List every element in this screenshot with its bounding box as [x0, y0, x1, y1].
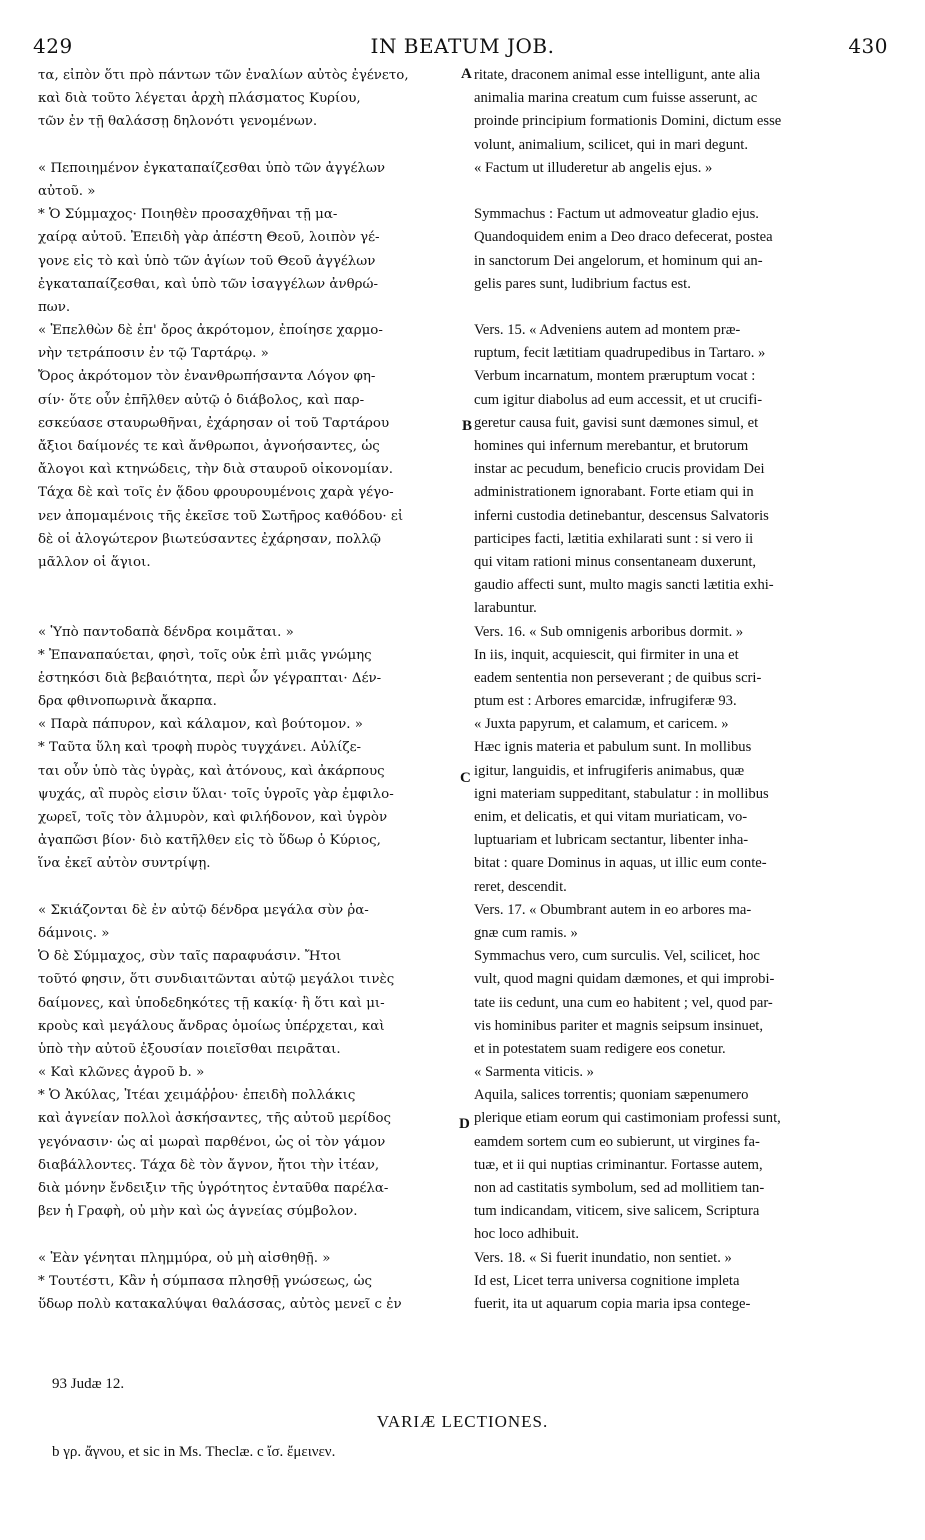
- greek-line: [38, 134, 463, 157]
- greek-line: « Πεποιημένον ἐγκαταπαίζεσθαι ὑπὸ τῶν ἀγγέλων: [38, 160, 386, 176]
- latin-line: [474, 296, 892, 319]
- greek-line: [38, 574, 463, 597]
- greek-text-column: [38, 64, 463, 1316]
- greek-line: Τάχα δὲ καὶ τοῖς ἐν ᾅδου φρουρουμένοις χαρὰ γέγο-: [38, 485, 394, 501]
- greek-line: ται οὖν ὑπὸ τὰς ὑγρὰς, καὶ ἀτόνους, καὶ ἀκάρπους: [38, 763, 385, 779]
- latin-line: Verbum incarnatum, montem præruptum vocat :: [474, 368, 756, 385]
- greek-line: νὴν τετράποσιν ἐν τῷ Ταρτάρῳ. »: [38, 346, 269, 362]
- latin-line: luptuariam et lubricam sectantur, libenter inha-: [474, 832, 749, 849]
- latin-line: inferni custodia detinebantur, descensus Salvatoris: [474, 507, 769, 524]
- latin-line: tum indicandam, viticem, sive salicem, Scriptura: [474, 1203, 760, 1220]
- latin-line: vis hominibus pariter et magnis seipsum insinuet,: [474, 1017, 764, 1034]
- latin-line: [474, 180, 892, 203]
- greek-line: νεν ἀπομαμένοις τῆς ἐκεῖσε τοῦ Σωτῆρος καθόδου· εἰ: [38, 508, 404, 524]
- variae-lectiones-text: b γρ. ἄγνου, et sic in Ms. Theclæ. c ἴσ. ἔμεινεν.: [52, 1444, 336, 1460]
- greek-line: « Ἐὰν γένηται πλημμύρα, οὐ μὴ αἰσθηθῇ. »: [38, 1250, 331, 1266]
- latin-line: « Sarmenta viticis. »: [474, 1064, 594, 1081]
- latin-line: igni materiam suppeditant, stabulatur : in mollibus: [474, 785, 769, 802]
- latin-line: larabuntur.: [474, 600, 537, 617]
- margin-marker-b: B: [462, 418, 473, 434]
- greek-line: δαίμονες, καὶ ὑποδεδηκότες τῇ κακίᾳ· ἢ ὅτι καὶ μι-: [38, 995, 385, 1011]
- greek-line: ψυχάς, αἳ πυρὸς εἰσιν ὕλαι· τοῖς ὑγροῖς γὰρ ἐμφιλο-: [38, 786, 394, 802]
- greek-line: * Ὁ Σύμμαχος· Ποιηθὲν προσαχθῆναι τῇ μα-: [38, 207, 338, 223]
- greek-line: [38, 597, 463, 620]
- latin-line: Symmachus : Factum ut admoveatur gladio ejus.: [474, 206, 759, 223]
- greek-line: [38, 876, 463, 899]
- latin-line: gaudio affecti sunt, multo magis sancti lætitia exhi-: [474, 577, 774, 594]
- latin-line: « Juxta papyrum, et calamum, et caricem. »: [474, 716, 729, 733]
- greek-line: * Ταῦτα ὕλη καὶ τροφὴ πυρὸς τυγχάνει. Αὐλίζε-: [38, 740, 362, 756]
- greek-line: Ὁ δὲ Σύμμαχος, σὺν ταῖς παραφυάσιν. Ἤτοι: [38, 949, 342, 965]
- latin-line: in sanctorum Dei angelorum, et hominum qui an-: [474, 252, 763, 269]
- greek-line: διαβάλλοντες. Τάχα δὲ τὸν ἄγνον, ἤτοι τὴν ἰτέαν,: [38, 1157, 380, 1173]
- latin-text-column: [474, 64, 892, 1316]
- latin-line: hoc loco adhibuit.: [474, 1226, 579, 1243]
- latin-line: plerique etiam eorum qui castimoniam professi sunt,: [474, 1110, 781, 1127]
- greek-line: « Ὑπὸ παντοδαπὰ δένδρα κοιμᾶται. »: [38, 624, 294, 640]
- latin-line: et in potestatem suam redigere eos conetur.: [474, 1040, 726, 1057]
- latin-line: instar ac pecudum, beneficio crucis providam Dei: [474, 461, 765, 478]
- variae-lectiones-heading: VARIÆ LECTIONES.: [376, 1412, 549, 1431]
- greek-line: δὲ οἱ ἀλογώτερον βιωτεύσαντες ἐχάρησαν, πολλῷ: [38, 531, 381, 547]
- greek-line: « Ἐπελθὼν δὲ ἐπ' ὄρος ἀκρότομον, ἐποίησε χαρμο-: [38, 323, 383, 339]
- latin-line: geretur causa fuit, gavisi sunt dæmones simul, et: [474, 414, 759, 431]
- latin-line: bitat : quare Dominus in aquas, ut illic eum conte-: [474, 855, 767, 872]
- greek-line: πων.: [38, 299, 71, 315]
- latin-line: fuerit, ita ut aquarum copia maria ipsa contege-: [474, 1295, 751, 1312]
- latin-line: Vers. 17. « Obumbrant autem in eo arbores ma-: [474, 901, 752, 918]
- latin-line: tuæ, et ii qui nuptias criminantur. Fortasse autem,: [474, 1156, 763, 1173]
- greek-line: « Καὶ κλῶνες ἀγροῦ b. »: [38, 1065, 205, 1081]
- latin-line: gelis pares sunt, ludibrium factus est.: [474, 275, 691, 292]
- latin-line: eadem sententia non perseverant ; de quibus scri-: [474, 669, 762, 686]
- greek-line: χωρεῖ, τοῖς τὸν ἁλμυρὸν, καὶ φιλήδονον, καὶ ὑγρὸν: [38, 810, 388, 825]
- latin-line: ptum est : Arbores emarcidæ, infrugiferæ 93.: [474, 693, 737, 710]
- latin-line: administrationem ignorabant. Forte etiam qui in: [474, 484, 754, 501]
- page-number-left: 429: [33, 34, 73, 58]
- greek-line: σίν· ὅτε οὖν ἐπῆλθεν αὐτῷ ὁ διάβολος, καὶ παρ-: [38, 392, 365, 408]
- greek-line: ἄλογοι καὶ κτηνώδεις, τὴν διὰ σταυροῦ οἰκονομίαν.: [38, 462, 394, 478]
- greek-line: * Τουτέστι, Κἂν ἡ σύμπασα πλησθῇ γνώσεως, ὡς: [38, 1273, 373, 1289]
- latin-line: gnæ cum ramis. »: [474, 924, 578, 941]
- greek-line: κροὺς καὶ μεγάλους ἄνδρας ὁμοίως ὑπέρχεται, καὶ: [38, 1018, 385, 1034]
- latin-line: cum igitur diabolus ad eum accessit, et ut crucifi-: [474, 391, 763, 408]
- margin-marker-a: A: [461, 66, 472, 82]
- greek-line: * Ὁ Ἀκύλας, Ἰτέαι χειμάῤῥου· ἐπειδὴ πολλάκις: [38, 1088, 356, 1104]
- greek-line: ἑστηκόσι διὰ βεβαιότητα, περὶ ὧν γέγραπται· Δέν-: [38, 670, 382, 686]
- greek-line: ἀγαπῶσι βίον· διὸ κατῆλθεν εἰς τὸ ὕδωρ ὁ Κύριος,: [38, 833, 381, 849]
- latin-line: Id est, Licet terra universa cognitione impleta: [474, 1272, 740, 1289]
- greek-line: « Σκιάζονται δὲ ἐν αὐτῷ δένδρα μεγάλα σὺν ῥα-: [38, 902, 369, 918]
- running-title: IN BEATUM JOB.: [370, 34, 555, 58]
- greek-line: ἐγκαταπαίζεσθαι, καὶ ὑπὸ τῶν ἰσαγγέλων ἀνθρώ-: [38, 276, 378, 292]
- greek-line: τα, εἰπὸν ὅτι πρὸ πάντων τῶν ἐναλίων αὐτὸς ἐγένετο,: [38, 68, 409, 83]
- greek-line: Ὄρος ἀκρότομον τὸν ἐνανθρωπήσαντα Λόγον φη-: [38, 369, 376, 385]
- latin-line: eamdem sortem cum eo subierunt, ut virgines fa-: [474, 1133, 760, 1150]
- greek-line: καὶ ἀγνείαν πολλοὶ ἀσκήσαντες, τῆς αὐτοῦ μερίδος: [38, 1111, 392, 1127]
- footnote: 93 Judæ 12.: [52, 1376, 125, 1392]
- latin-line: tate iis cedunt, una cum eo habitent ; vel, quod par-: [474, 994, 773, 1011]
- greek-line: ὕδωρ πολὺ κατακαλύψαι θαλάσσας, αὐτὸς μενεῖ c ἐν: [38, 1296, 402, 1312]
- greek-line: ὑπὸ τὴν αὐτοῦ ἐξουσίαν ποιεῖσθαι πειρᾶται.: [38, 1041, 341, 1057]
- latin-line: enim, et delicatis, et qui vitam muriaticam, vo-: [474, 809, 748, 825]
- latin-line: Hæc ignis materia et pabulum sunt. In mollibus: [474, 739, 752, 756]
- greek-line: χαίρᾳ αὐτοῦ. Ἐπειδὴ γὰρ ἀπέστη Θεοῦ, λοιπὸν γέ-: [38, 230, 380, 246]
- greek-line: αὐτοῦ. »: [38, 183, 96, 199]
- latin-line: participes facti, lætitia exhilarati sunt : si vero ii: [474, 530, 754, 547]
- latin-line: « Factum ut illuderetur ab angelis ejus. »: [474, 159, 713, 176]
- latin-line: non ad castitatis symbolum, sed ad mollitiem tan-: [474, 1180, 765, 1196]
- greek-line: δρα φθινοπωρινὰ ἄκαρπα.: [38, 694, 217, 710]
- greek-line: ἵνα ἐκεῖ αὐτὸν συντρίψῃ.: [38, 856, 211, 872]
- margin-marker-d: D: [459, 1116, 470, 1132]
- greek-line: εσκεύασε σταυρωθῆναι, ἐχάρησαν οἱ τοῦ Ταρτάρου: [38, 415, 390, 431]
- greek-line: γεγόνασιν· ὡς αἱ μωραὶ παρθένοι, ὡς οἱ τὸν γάμον: [38, 1134, 386, 1150]
- latin-line: qui vitam rationi minus consentaneam duxerunt,: [474, 553, 757, 570]
- latin-line: Vers. 18. « Si fuerit inundatio, non sentiet. »: [474, 1249, 732, 1266]
- greek-line: διὰ μόνην ἔνδειξιν τῆς ὑγρότητος ἐνταῦθα παρέλα-: [38, 1181, 389, 1196]
- latin-line: Vers. 16. « Sub omnigenis arboribus dormit. »: [474, 623, 744, 640]
- greek-line: καὶ διὰ τοῦτο λέγεται ἀρχὴ πλάσματος Κυρίου,: [38, 91, 361, 107]
- greek-line: « Παρὰ πάπυρον, καὶ κάλαμον, καὶ βούτομον. »: [38, 717, 363, 733]
- latin-line: Quandoquidem enim a Deo draco defecerat, postea: [474, 229, 773, 246]
- margin-marker-c: C: [460, 770, 471, 786]
- greek-line: γονε εἰς τὸ καὶ ὑπὸ τῶν ἁγίων τοῦ Θεοῦ ἀγγέλων: [38, 253, 376, 269]
- latin-line: proinde principium formationis Domini, dictum esse: [474, 113, 782, 130]
- latin-line: volunt, animalium, scilicet, qui in mari degunt.: [474, 136, 748, 153]
- greek-line: βεν ἡ Γραφὴ, οὐ μὴν καὶ ὡς ἁγνείας σύμβολον.: [38, 1204, 358, 1220]
- greek-line: [38, 1223, 463, 1246]
- latin-line: vult, quod magni quidam dæmones, et qui improbi-: [474, 971, 775, 988]
- latin-line: In iis, inquit, acquiescit, qui firmiter in una et: [474, 646, 739, 663]
- latin-line: animalia marina creatum cum fuisse asserunt, ac: [474, 90, 758, 107]
- latin-line: Vers. 15. « Adveniens autem ad montem præ-: [474, 322, 741, 339]
- latin-line: ruptum, fecit lætitiam quadrupedibus in Tartaro. »: [474, 345, 766, 362]
- greek-line: * Ἐπαναπαύεται, φησὶ, τοῖς οὐκ ἐπὶ μιᾶς γνώμης: [38, 647, 372, 663]
- latin-line: Symmachus vero, cum surculis. Vel, scilicet, hoc: [474, 948, 760, 965]
- greek-line: μᾶλλον οἱ ἅγιοι.: [38, 554, 151, 570]
- latin-line: homines qui infernum merebantur, et brutorum: [474, 438, 749, 454]
- latin-line: Aquila, salices torrentis; quoniam sæpenumero: [474, 1087, 749, 1104]
- greek-line: τῶν ἐν τῇ θαλάσσῃ δηλονότι γενομένων.: [38, 114, 318, 130]
- greek-line: δάμνοις. »: [38, 925, 110, 941]
- latin-line: reret, descendit.: [474, 878, 567, 895]
- greek-line: τοῦτό φησιν, ὅτι συνδιαιτῶνται αὐτῷ μεγάλοι τινὲς: [38, 972, 395, 988]
- page-number-right: 430: [848, 34, 888, 58]
- latin-line: ritate, draconem animal esse intelligunt, ante alia: [474, 67, 761, 83]
- latin-line: igitur, languidis, et infrugiferis animabus, quæ: [474, 762, 745, 779]
- greek-line: ἄξιοι δαίμονές τε καὶ ἄνθρωποι, ἀγνοήσαντες, ὡς: [38, 439, 380, 454]
